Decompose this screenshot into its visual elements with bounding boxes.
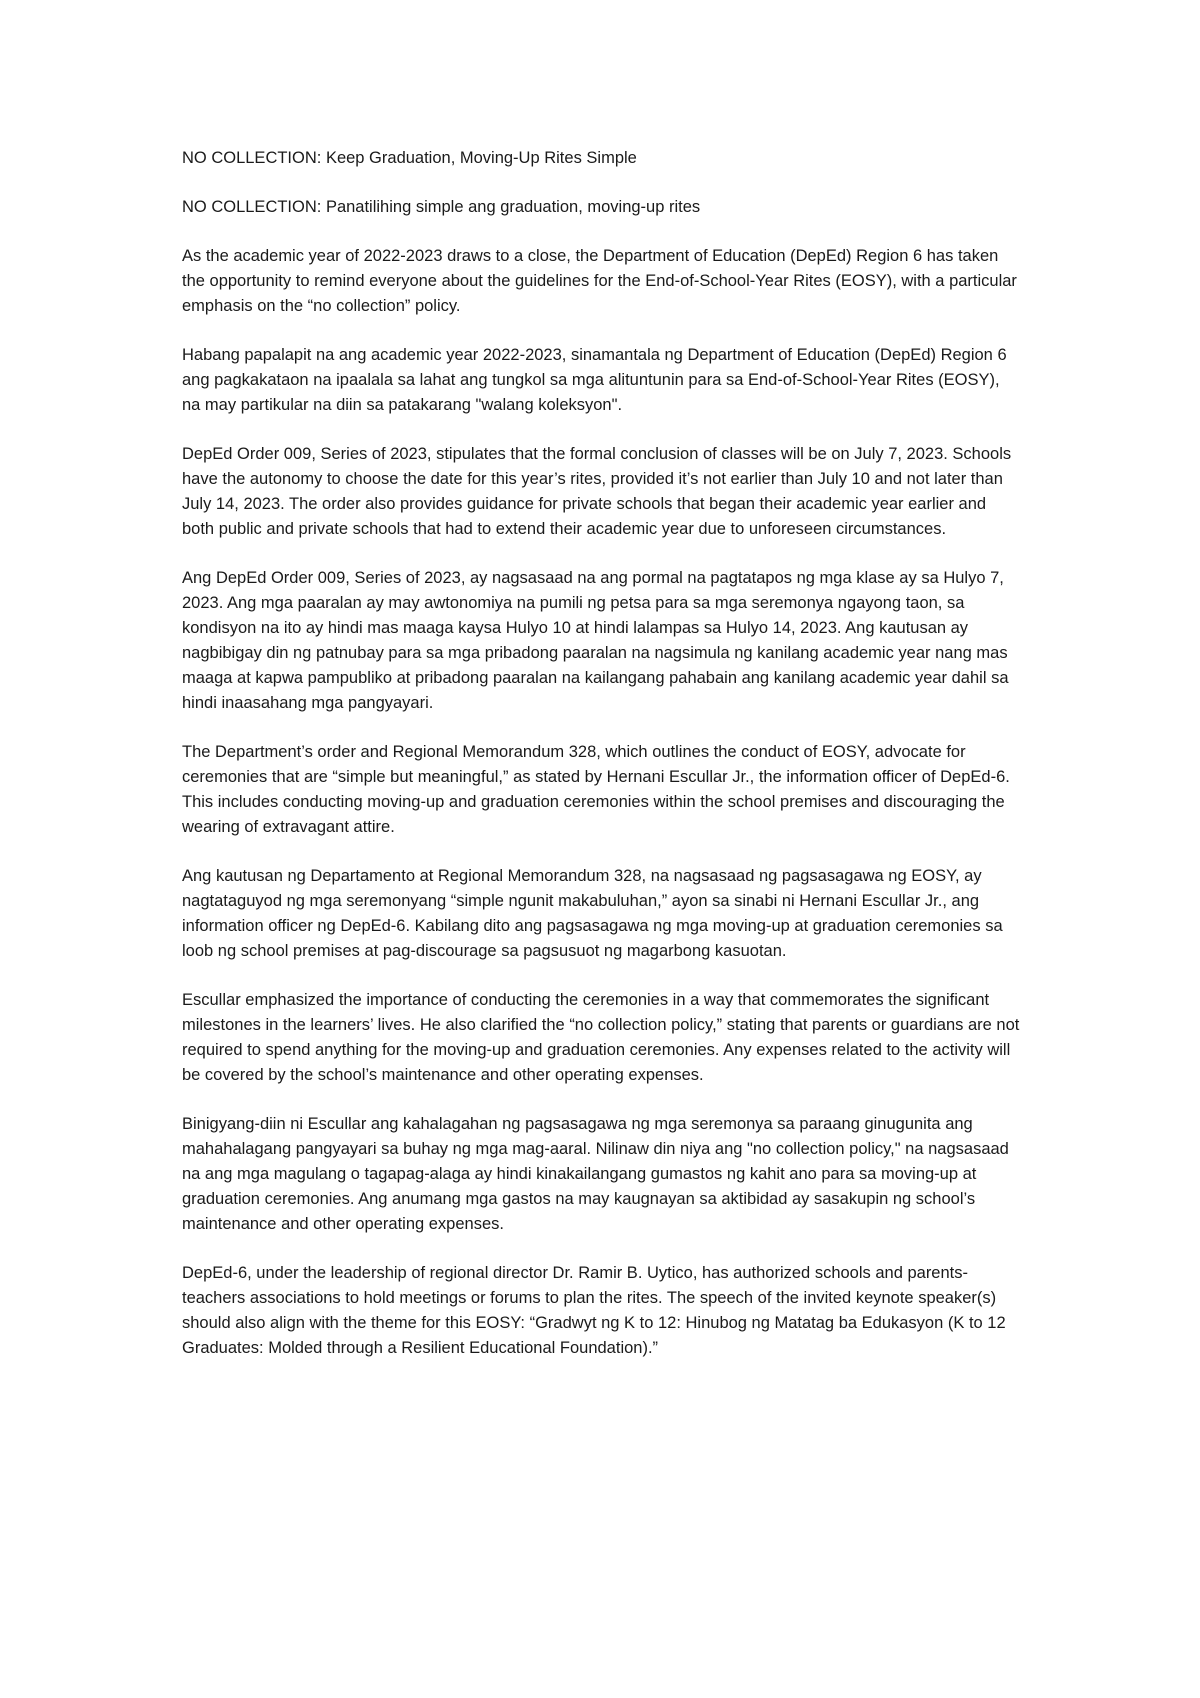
paragraph-1-filipino: Habang papalapit na ang academic year 2022-2023, sinamantala ng Department of Education (DepEd) Region 6 ang pagkakataon na ipaalala sa lahat ang tungkol sa mga alituntunin para sa End-of-School-Year Rites (EOSY), na may partikular na diin sa patakarang "walang koleksyon". <box>182 346 1007 414</box>
paragraph-4-filipino: Binigyang-diin ni Escullar ang kahalagahan ng pagsasagawa ng mga seremonya sa paraang ginugunita ang mahahalagang pangyayari sa buhay ng mga mag-aaral. Nilinaw din niya ang "no collection policy," na nagsasaad na ang mga magulang o tagapag-alaga ay hindi kinakailangang gumastos ng kahit ano para sa moving-up at graduation ceremonies. Ang anumang mga gastos na may kaugnayan sa aktibidad ay sasakupin ng school’s maintenance and other operating expenses. <box>182 1115 1009 1233</box>
title-english: NO COLLECTION: Keep Graduation, Moving-Up Rites Simple <box>182 149 637 167</box>
paragraph-3-filipino: Ang kautusan ng Departamento at Regional Memorandum 328, na nagsasaad ng pagsasagawa ng EOSY, ay nagtataguyod ng mga seremonyang “simple ngunit makabuluhan,” ayon sa sinabi ni Hernani Escullar Jr., ang information officer ng DepEd-6. Kabilang dito ang pagsasagawa ng mga moving-up at graduation ceremonies sa loob ng school premises at pag-discourage sa pagsusuot ng magarbong kasuotan. <box>182 867 1003 960</box>
document-body <box>182 146 1022 1385</box>
paragraph-3-english: The Department’s order and Regional Memorandum 328, which outlines the conduct of EOSY, advocate for ceremonies that are “simple but meaningful,” as stated by Hernani Escullar Jr., the information officer of DepEd-6. This includes conducting moving-up and graduation ceremonies within the school premises and discouraging the wearing of extravagant attire. <box>182 743 1010 836</box>
paragraph-5-english: DepEd-6, under the leadership of regional director Dr. Ramir B. Uytico, has authorized schools and parents-teachers associations to hold meetings or forums to plan the rites. The speech of the invited keynote speaker(s) should also align with the theme for this EOSY: “Gradwyt ng K to 12: Hinubog ng Matatag ba Edukasyon (K to 12 Graduates: Molded through a Resilient Educational Foundation).” <box>182 1264 1006 1357</box>
paragraph-2-english: DepEd Order 009, Series of 2023, stipulates that the formal conclusion of classes will be on July 7, 2023. Schools have the autonomy to choose the date for this year’s rites, provided it’s not earlier than July 10 and not later than July 14, 2023. The order also provides guidance for private schools that began their academic year earlier and both public and private schools that had to extend their academic year due to unforeseen circumstances. <box>182 445 1012 538</box>
paragraph-2-filipino: Ang DepEd Order 009, Series of 2023, ay nagsasaad na ang pormal na pagtatapos ng mga klase ay sa Hulyo 7, 2023. Ang mga paaralan ay may awtonomiya na pumili ng petsa para sa mga seremonya ngayong taon, sa kondisyon na ito ay hindi mas maaga kaysa Hulyo 10 at hindi lalampas sa Hulyo 14, 2023. Ang kautusan ay nagbibigay din ng patnubay para sa mga pribadong paaralan na nagsimula ng kanilang academic year nang mas maaga at kapwa pampubliko at pribadong paaralan na kailangang pahabain ang kanilang academic year dahil sa hindi inaasahang mga pangyayari. <box>182 569 1009 712</box>
title-filipino: NO COLLECTION: Panatilihing simple ang graduation, moving-up rites <box>182 198 701 216</box>
paragraph-4-english: Escullar emphasized the importance of conducting the ceremonies in a way that commemorates the significant milestones in the learners’ lives. He also clarified the “no collection policy,” stating that parents or guardians are not required to spend anything for the moving-up and graduation ceremonies. Any expenses related to the activity will be covered by the school’s maintenance and other operating expenses. <box>182 991 1020 1084</box>
paragraph-1-english: As the academic year of 2022-2023 draws to a close, the Department of Education (DepEd) Region 6 has taken the opportunity to remind everyone about the guidelines for the End-of-School-Year Rites (EOSY), with a particular emphasis on the “no collection” policy. <box>182 247 1017 315</box>
